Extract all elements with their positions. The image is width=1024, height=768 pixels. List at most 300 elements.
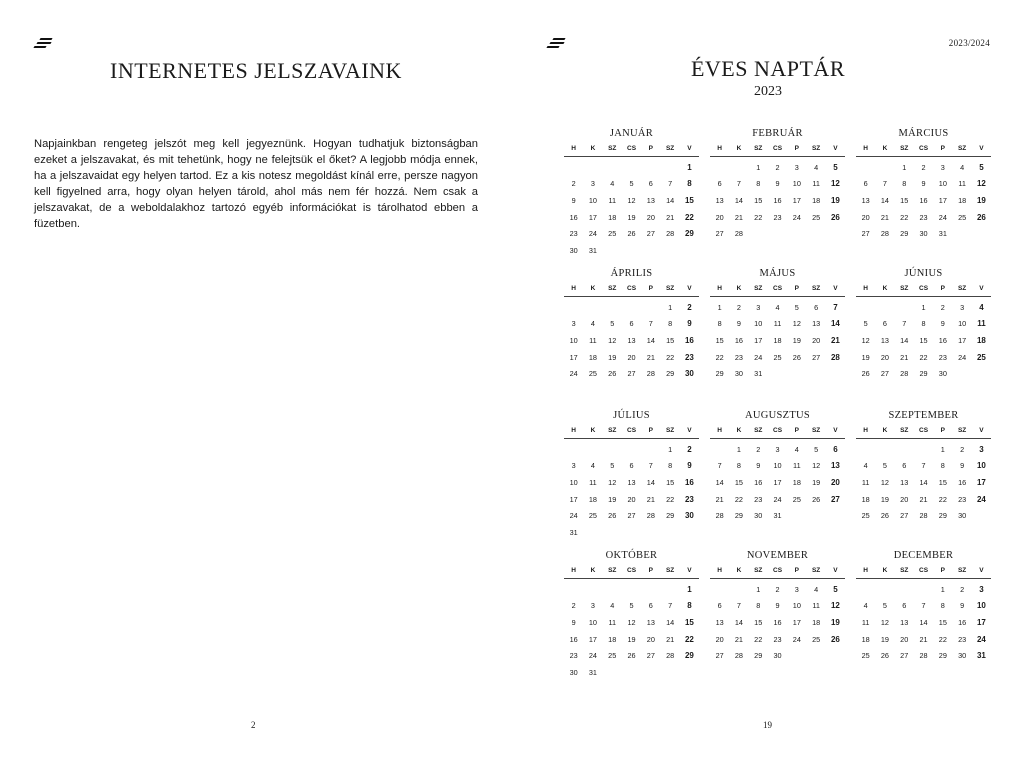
day-cell: 21 (830, 335, 840, 345)
day-cell: 3 (960, 302, 965, 312)
day-cell: 14 (900, 335, 909, 345)
day-cell: 7 (736, 179, 741, 189)
day-cell: 4 (590, 319, 595, 329)
weekday-label: H (863, 567, 868, 574)
day-cell: 16 (684, 477, 694, 487)
day-cell: 19 (627, 212, 636, 222)
weekday-label: K (590, 285, 596, 292)
day-cell: 2 (940, 302, 945, 312)
day-cell: 7 (668, 601, 673, 611)
day-cell: 21 (734, 212, 743, 222)
day-cell: 14 (880, 195, 889, 205)
month-name: SZEPTEMBER (888, 410, 959, 421)
day-cell: 25 (792, 494, 801, 504)
month-name: FEBRUÁR (752, 128, 803, 139)
day-cell: 6 (648, 179, 653, 189)
day-cell: 24 (569, 369, 578, 379)
intro-paragraph: Napjainkban rengeteg jelszót meg kell jegyeznünk. Hogyan tudhatjuk biztonságban ezeket a jelszavakat, és mit tehetünk, hogy ne felejtsük el őket? A legjobb módja ennek, ha a jelszavaidat egy helyen tartod. Ez a kis notesz megoldást kínál erre, persze nagyon kell figyelned arra, hogy olyan helyen tárold, ahol más nem fér hozzá. Nem csak a jelszavakat, de a weboldalakhoz tartozó egyéb információkat is tárolhatod ebben a füzetben. (34, 138, 478, 230)
day-cell: 15 (938, 477, 947, 487)
day-cell: 21 (880, 212, 889, 222)
day-cell: 14 (734, 617, 743, 627)
day-cell: 12 (792, 319, 801, 329)
weekday-label: SZ (608, 427, 617, 434)
day-cell: 27 (880, 369, 889, 379)
day-cell: 5 (882, 601, 887, 611)
day-cell: 1 (756, 584, 761, 594)
weekday-label: P (794, 285, 799, 292)
day-cell: 8 (717, 319, 722, 329)
day-cell: 14 (715, 477, 724, 487)
day-cell: 3 (979, 444, 984, 454)
day-cell: 24 (976, 494, 986, 504)
day-grid (564, 441, 699, 541)
day-cell: 5 (882, 461, 887, 471)
day-cell: 21 (919, 494, 928, 504)
month-3 (856, 126, 991, 242)
day-cell: 10 (792, 179, 801, 189)
day-cell: 28 (919, 651, 928, 661)
day-cell: 7 (833, 302, 838, 312)
day-cell: 2 (960, 584, 965, 594)
day-cell: 11 (812, 179, 820, 189)
day-cell: 16 (938, 335, 947, 345)
day-cell: 22 (666, 352, 675, 362)
day-cell: 28 (646, 369, 655, 379)
day-cell: 13 (627, 335, 636, 345)
weekday-header (564, 564, 699, 579)
day-cell: 10 (569, 335, 578, 345)
day-cell: 31 (569, 527, 578, 537)
day-cell: 4 (610, 601, 615, 611)
day-cell: 26 (608, 511, 617, 521)
day-cell: 7 (921, 601, 926, 611)
day-cell: 29 (684, 651, 694, 661)
brand-logo-icon (547, 38, 565, 48)
day-cell: 4 (590, 461, 595, 471)
weekday-label: CS (919, 427, 929, 434)
day-cell: 29 (715, 369, 724, 379)
day-cell: 4 (863, 461, 868, 471)
day-cell: 25 (812, 634, 821, 644)
day-cell: 9 (687, 461, 692, 471)
weekday-label: CS (773, 427, 783, 434)
day-cell: 28 (900, 369, 909, 379)
day-cell: 31 (588, 667, 597, 677)
weekday-label: K (736, 567, 742, 574)
day-cell: 2 (756, 444, 761, 454)
weekday-label: CS (773, 285, 783, 292)
month-name: JÚLIUS (613, 410, 650, 421)
day-cell: 8 (940, 601, 945, 611)
page-title: INTERNETES JELSZAVAINK (110, 58, 402, 83)
page-number: 2 (251, 720, 256, 730)
day-cell: 10 (754, 319, 763, 329)
day-cell: 27 (646, 229, 655, 239)
day-cell: 1 (687, 584, 692, 594)
day-cell: 11 (812, 601, 820, 611)
day-cell: 14 (734, 195, 743, 205)
day-cell: 28 (715, 511, 724, 521)
day-cell: 18 (861, 634, 870, 644)
day-cell: 10 (569, 477, 578, 487)
day-cell: 5 (610, 319, 615, 329)
day-cell: 1 (668, 444, 673, 454)
day-cell: 11 (589, 477, 597, 487)
day-cell: 23 (919, 212, 928, 222)
day-cell: 11 (773, 319, 782, 329)
day-cell: 26 (608, 369, 617, 379)
weekday-label: P (794, 567, 799, 574)
weekday-label: V (687, 427, 692, 434)
day-cell: 24 (792, 212, 801, 222)
day-cell: 8 (687, 179, 692, 189)
day-cell: 16 (734, 335, 743, 345)
weekday-label: CS (773, 145, 783, 152)
day-cell: 16 (754, 477, 763, 487)
day-cell: 18 (792, 477, 801, 487)
day-cell: 8 (736, 461, 741, 471)
month-11 (710, 548, 845, 664)
day-cell: 7 (902, 319, 907, 329)
day-cell: 2 (921, 162, 926, 172)
weekday-label: V (833, 285, 838, 292)
day-grid (564, 299, 699, 382)
weekday-label: K (882, 427, 888, 434)
day-cell: 17 (754, 335, 763, 345)
weekday-label: SZ (811, 145, 821, 152)
weekday-label: K (590, 567, 596, 574)
day-cell: 13 (646, 195, 655, 205)
day-cell: 27 (812, 352, 821, 362)
day-cell: 25 (976, 352, 986, 362)
day-cell: 8 (687, 601, 692, 611)
day-cell: 14 (919, 477, 928, 487)
day-grid (564, 159, 699, 259)
day-cell: 30 (569, 245, 578, 255)
day-cell: 19 (880, 494, 889, 504)
day-cell: 29 (684, 229, 694, 239)
weekday-label: CS (773, 567, 783, 574)
weekday-label: SZ (665, 145, 675, 152)
day-cell: 24 (976, 634, 986, 644)
day-cell: 17 (792, 195, 801, 205)
day-cell: 18 (812, 617, 821, 627)
day-cell: 13 (646, 617, 655, 627)
day-cell: 13 (900, 617, 909, 627)
day-cell: 22 (684, 634, 694, 644)
day-grid (856, 299, 991, 382)
day-cell: 26 (830, 212, 840, 222)
weekday-label: SZ (665, 567, 675, 574)
weekday-label: K (882, 567, 888, 574)
day-cell: 12 (830, 601, 840, 611)
day-cell: 2 (775, 162, 780, 172)
day-cell: 22 (715, 352, 724, 362)
day-cell: 2 (775, 584, 780, 594)
day-cell: 16 (773, 617, 782, 627)
month-5 (710, 266, 845, 382)
day-cell: 8 (902, 179, 907, 189)
day-cell: 29 (938, 651, 947, 661)
day-cell: 5 (629, 601, 634, 611)
weekday-label: H (571, 567, 576, 574)
weekday-label: K (882, 285, 888, 292)
day-cell: 9 (775, 179, 780, 189)
day-cell: 11 (608, 617, 617, 627)
day-cell: 30 (684, 369, 694, 379)
weekday-header (564, 424, 699, 439)
weekday-label: H (571, 145, 576, 152)
day-cell: 25 (861, 511, 870, 521)
day-cell: 15 (754, 617, 763, 627)
day-cell: 10 (792, 601, 801, 611)
day-cell: 12 (880, 617, 889, 627)
day-cell: 20 (900, 494, 909, 504)
day-cell: 8 (668, 319, 673, 329)
month-name: MÁRCIUS (898, 128, 949, 139)
weekday-label: K (590, 427, 596, 434)
day-cell: 20 (880, 352, 889, 362)
day-cell: 27 (715, 651, 724, 661)
weekday-label: SZ (608, 145, 617, 152)
day-cell: 28 (880, 229, 889, 239)
day-cell: 12 (812, 461, 821, 471)
day-cell: 1 (902, 162, 907, 172)
day-cell: 28 (734, 651, 743, 661)
day-cell: 29 (754, 651, 763, 661)
day-cell: 16 (569, 634, 578, 644)
day-cell: 11 (958, 179, 966, 189)
day-cell: 14 (666, 617, 675, 627)
weekday-label: SZ (811, 567, 821, 574)
day-cell: 11 (589, 335, 597, 345)
day-cell: 24 (588, 229, 597, 239)
month-1 (564, 126, 699, 259)
day-cell: 15 (684, 617, 694, 627)
day-cell: 13 (880, 335, 889, 345)
month-4 (564, 266, 699, 382)
day-cell: 9 (921, 179, 926, 189)
day-cell: 20 (861, 212, 870, 222)
day-cell: 19 (861, 352, 870, 362)
day-grid (710, 159, 845, 242)
month-9 (856, 408, 991, 524)
day-cell: 18 (588, 352, 597, 362)
day-cell: 9 (775, 601, 780, 611)
day-cell: 17 (569, 494, 578, 504)
day-cell: 13 (830, 461, 840, 471)
month-7 (564, 408, 699, 541)
day-cell: 19 (830, 195, 840, 205)
day-cell: 2 (571, 179, 576, 189)
day-cell: 22 (684, 212, 694, 222)
weekday-label: P (940, 285, 945, 292)
weekday-label: SZ (665, 285, 675, 292)
day-cell: 3 (940, 162, 945, 172)
day-cell: 12 (608, 477, 617, 487)
weekday-label: SZ (754, 285, 763, 292)
day-cell: 23 (958, 634, 967, 644)
day-cell: 13 (812, 319, 821, 329)
weekday-label: H (571, 427, 576, 434)
day-cell: 22 (938, 634, 947, 644)
day-cell: 22 (919, 352, 928, 362)
weekday-header (710, 142, 845, 157)
day-cell: 3 (571, 319, 576, 329)
day-cell: 16 (684, 335, 694, 345)
day-cell: 18 (608, 634, 617, 644)
day-cell: 13 (627, 477, 636, 487)
calendar-title: ÉVES NAPTÁR (690, 56, 845, 81)
day-cell: 14 (666, 195, 675, 205)
day-cell: 1 (736, 444, 741, 454)
month-10 (564, 548, 699, 681)
day-cell: 11 (793, 461, 801, 471)
day-cell: 9 (960, 461, 965, 471)
day-cell: 6 (648, 601, 653, 611)
day-cell: 18 (958, 195, 967, 205)
day-cell: 30 (754, 511, 763, 521)
day-cell: 16 (958, 477, 967, 487)
day-cell: 20 (646, 634, 655, 644)
day-cell: 25 (588, 369, 597, 379)
weekday-label: SZ (811, 285, 821, 292)
day-cell: 28 (734, 229, 743, 239)
weekday-label: P (940, 567, 945, 574)
day-cell: 8 (756, 179, 761, 189)
weekday-label: P (648, 285, 653, 292)
day-cell: 15 (666, 477, 675, 487)
month-name: JÚNIUS (904, 268, 943, 279)
day-cell: 13 (715, 195, 724, 205)
day-cell: 21 (666, 212, 675, 222)
day-cell: 23 (773, 634, 782, 644)
day-cell: 13 (861, 195, 870, 205)
day-cell: 29 (734, 511, 743, 521)
weekday-label: SZ (754, 145, 763, 152)
day-cell: 15 (938, 617, 947, 627)
day-cell: 6 (717, 179, 722, 189)
day-cell: 19 (880, 634, 889, 644)
weekday-header (856, 142, 991, 157)
day-cell: 3 (794, 584, 799, 594)
day-grid (710, 581, 845, 664)
day-cell: 20 (715, 634, 724, 644)
day-cell: 9 (960, 601, 965, 611)
day-cell: 15 (900, 195, 909, 205)
weekday-label: CS (919, 145, 929, 152)
weekday-header (856, 282, 991, 297)
day-cell: 2 (571, 601, 576, 611)
day-cell: 20 (715, 212, 724, 222)
day-cell: 22 (734, 494, 743, 504)
day-cell: 15 (684, 195, 694, 205)
day-cell: 1 (717, 302, 722, 312)
day-cell: 22 (754, 634, 763, 644)
day-cell: 23 (569, 651, 578, 661)
day-cell: 10 (976, 461, 986, 471)
day-grid (856, 441, 991, 524)
month-name: NOVEMBER (746, 550, 809, 561)
day-cell: 9 (571, 617, 576, 627)
weekday-label: K (736, 427, 742, 434)
day-cell: 22 (666, 494, 675, 504)
day-cell: 18 (608, 212, 617, 222)
day-cell: 29 (666, 511, 675, 521)
day-cell: 31 (976, 651, 986, 661)
weekday-label: K (736, 145, 742, 152)
weekday-label: CS (627, 145, 637, 152)
day-cell: 4 (794, 444, 799, 454)
day-cell: 21 (734, 634, 743, 644)
day-cell: 19 (792, 335, 801, 345)
day-cell: 7 (736, 601, 741, 611)
day-cell: 31 (773, 511, 782, 521)
day-cell: 2 (687, 444, 692, 454)
day-cell: 20 (646, 212, 655, 222)
day-cell: 23 (958, 494, 967, 504)
day-cell: 26 (812, 494, 821, 504)
day-cell: 13 (900, 477, 909, 487)
day-cell: 16 (773, 195, 782, 205)
day-cell: 2 (736, 302, 741, 312)
day-cell: 31 (754, 369, 763, 379)
day-cell: 27 (627, 369, 636, 379)
right-page (512, 0, 1024, 768)
day-cell: 10 (588, 617, 597, 627)
day-cell: 26 (627, 229, 636, 239)
brand-logo-icon (34, 38, 52, 48)
month-6 (856, 266, 991, 382)
weekday-header (710, 564, 845, 579)
day-cell: 29 (900, 229, 909, 239)
day-cell: 5 (794, 302, 799, 312)
day-cell: 2 (687, 302, 692, 312)
weekday-label: P (940, 145, 945, 152)
weekday-label: V (687, 285, 692, 292)
day-cell: 7 (648, 461, 653, 471)
weekday-label: CS (627, 567, 637, 574)
day-cell: 8 (940, 461, 945, 471)
weekday-label: V (979, 285, 984, 292)
weekday-header (564, 142, 699, 157)
day-cell: 30 (938, 369, 947, 379)
day-cell: 20 (830, 477, 840, 487)
day-cell: 4 (863, 601, 868, 611)
day-cell: 21 (666, 634, 675, 644)
day-cell: 7 (717, 461, 722, 471)
day-cell: 17 (976, 477, 986, 487)
day-cell: 26 (861, 369, 870, 379)
weekday-label: P (648, 427, 653, 434)
day-cell: 20 (900, 634, 909, 644)
day-cell: 11 (608, 195, 617, 205)
day-cell: 27 (627, 511, 636, 521)
day-cell: 5 (979, 162, 984, 172)
day-cell: 20 (627, 352, 636, 362)
weekday-label: K (736, 285, 742, 292)
day-cell: 15 (919, 335, 928, 345)
day-cell: 4 (960, 162, 965, 172)
day-cell: 30 (569, 667, 578, 677)
day-cell: 24 (773, 494, 782, 504)
day-cell: 12 (627, 617, 636, 627)
weekday-label: V (979, 145, 984, 152)
day-cell: 30 (734, 369, 743, 379)
weekday-header (856, 424, 991, 439)
day-cell: 15 (715, 335, 724, 345)
day-cell: 23 (684, 494, 694, 504)
